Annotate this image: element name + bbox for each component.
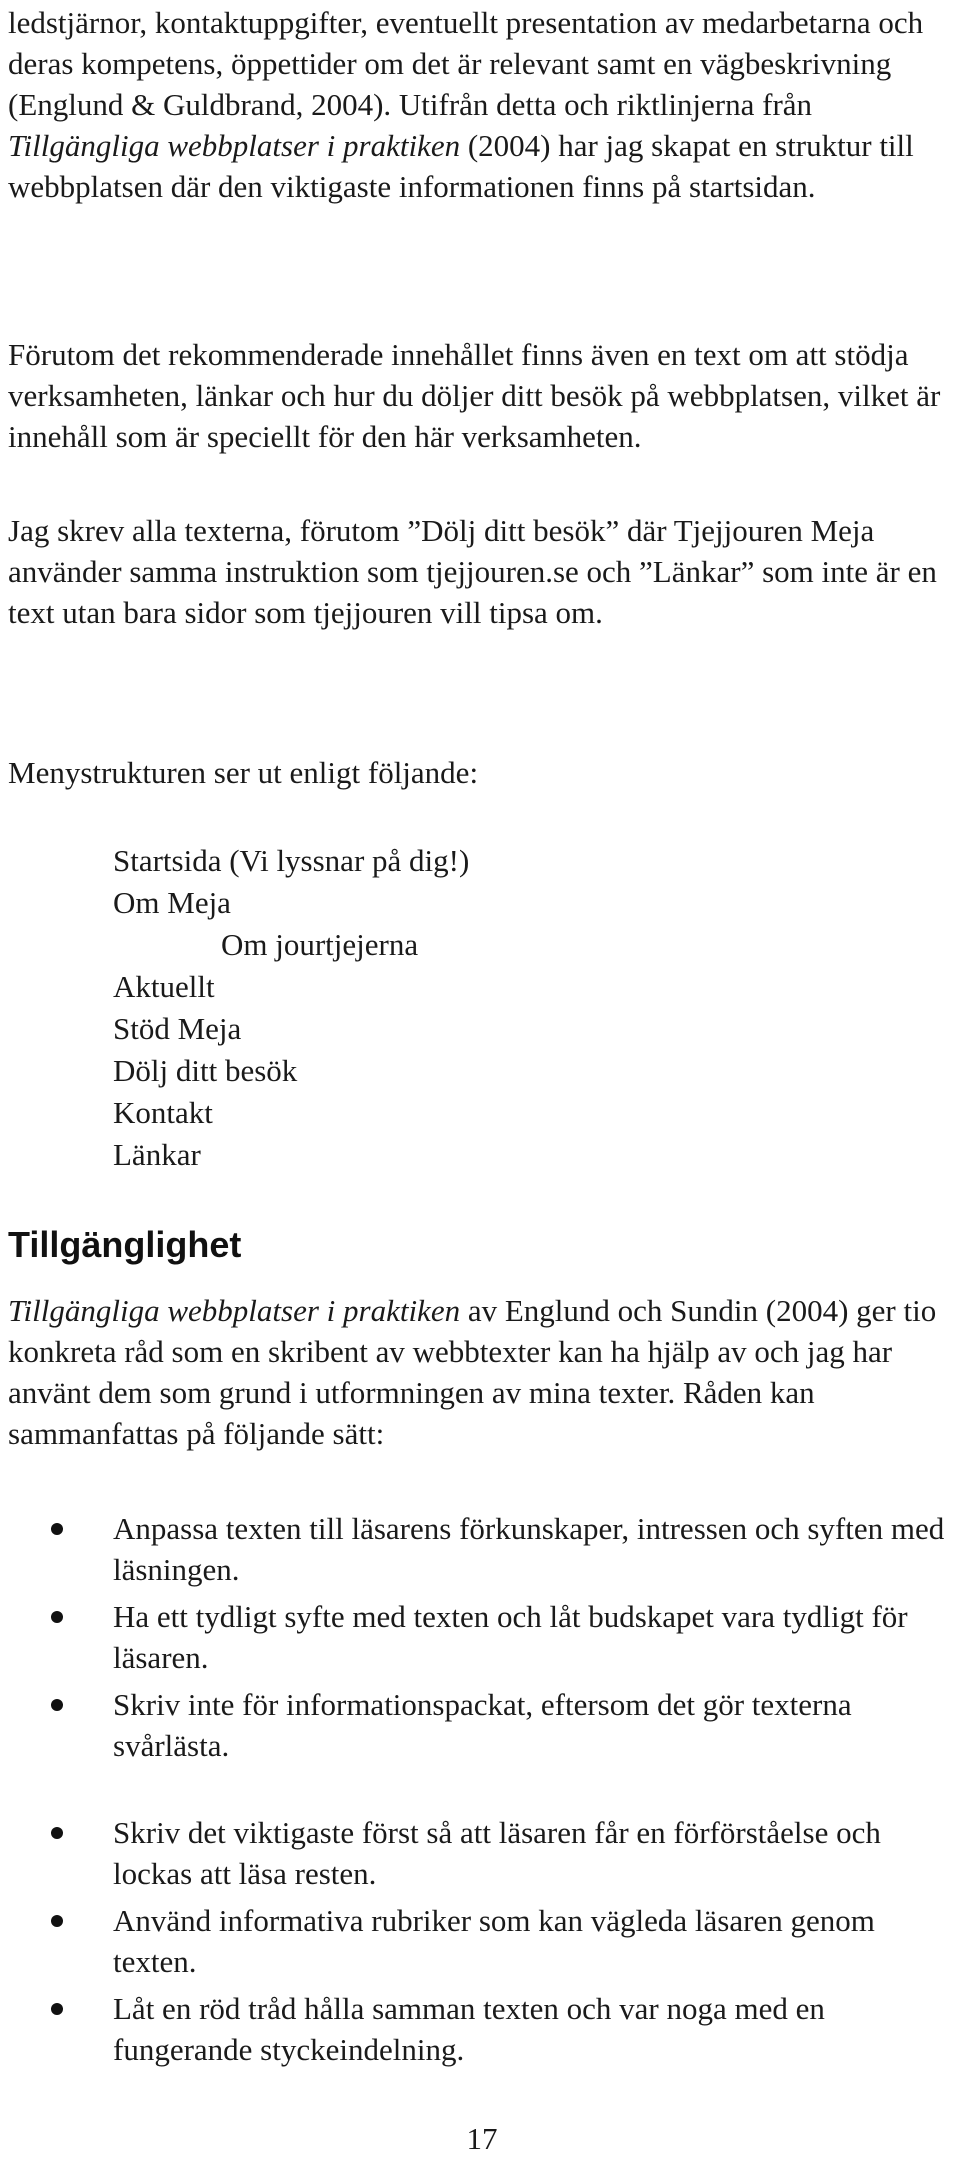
page-number: 17 — [466, 2121, 498, 2156]
paragraph-accessibility-intro — [8, 1290, 953, 1454]
paragraph-structure-intro — [8, 2, 953, 207]
paragraph-text: av Englund och Sundin (2004) ger tio konkreta råd som en skribent av webbtexter kan ha hjälp av och jag har använt dem som grund i utformningen av mina texter. Råden kan sammanfattas på följande sätt: — [8, 1293, 937, 1451]
bullet-icon — [51, 1699, 63, 1711]
menu-item: Startsida (Vi lyssnar på dig!) — [113, 843, 470, 878]
menu-item: Om Meja — [113, 885, 231, 920]
bullet-icon — [51, 1611, 63, 1623]
bullet-text: Skriv det viktigaste först så att läsaren får en förförståelse och lockas att läsa resten. — [113, 1815, 881, 1891]
bullet-text: Skriv inte för informationspackat, eftersom det gör texterna svårlästa. — [113, 1687, 852, 1763]
bullet-text: Låt en röd tråd hålla samman texten och var noga med en fungerande styckeindelning. — [113, 1991, 825, 2067]
bullet-item — [113, 1684, 958, 1766]
menu-item: Kontakt — [113, 1095, 213, 1130]
menu-item: Länkar — [113, 1137, 201, 1172]
bullet-item — [113, 1812, 958, 1894]
bullet-text: Anpassa texten till läsarens förkunskaper, intressen och syften med läsningen. — [113, 1511, 945, 1587]
menu-subitem: Om jourtjejerna — [221, 927, 419, 962]
paragraph-text: (2004) har jag skapat en struktur till webbplatsen där den viktigaste informationen finns på startsidan. — [8, 128, 914, 204]
menu-item: Dölj ditt besök — [113, 1053, 298, 1088]
bullet-item — [113, 1508, 958, 1590]
bullet-icon — [51, 2003, 63, 2015]
menu-structure-list — [113, 840, 469, 1176]
bullet-item — [113, 1596, 958, 1678]
bullet-item — [113, 1900, 958, 1982]
bullet-icon — [51, 1827, 63, 1839]
paragraph-text: ledstjärnor, kontaktuppgifter, eventuellt presentation av medarbetarna och deras kompetens, öppettider om det är relevant samt en vägbeskrivning (Englund & Guldbrand, 2004). Utifrån detta och riktlinjerna från — [8, 5, 924, 122]
bullet-text: Använd informativa rubriker som kan vägleda läsaren genom texten. — [113, 1903, 875, 1979]
menu-item: Stöd Meja — [113, 1011, 242, 1046]
book-title-italic: Tillgängliga webbplatser i praktiken — [8, 128, 461, 163]
paragraph-texts-authorship: Jag skrev alla texterna, förutom ”Dölj ditt besök” där Tjejjouren Meja använder samma instruktion som tjejjouren.se och ”Länkar” som inte är en text utan bara sidor som tjejjouren vill tipsa om. — [8, 513, 937, 630]
paragraph-menu-intro: Menystrukturen ser ut enligt följande: — [8, 755, 479, 790]
bullet-item — [113, 1988, 958, 2070]
paragraph-additional-content: Förutom det rekommenderade innehållet finns även en text om att stödja verksamheten, länkar och hur du döljer ditt besök på webbplatsen, vilket är innehåll som är speciellt för den här verksamheten. — [8, 337, 941, 454]
menu-item: Aktuellt — [113, 969, 215, 1004]
bullet-text: Ha ett tydligt syfte med texten och låt budskapet vara tydligt för läsaren. — [113, 1599, 908, 1675]
bullet-icon — [51, 1523, 63, 1535]
book-title-italic: Tillgängliga webbplatser i praktiken — [8, 1293, 461, 1328]
bullet-icon — [51, 1915, 63, 1927]
section-heading: Tillgänglighet — [8, 1224, 242, 1265]
